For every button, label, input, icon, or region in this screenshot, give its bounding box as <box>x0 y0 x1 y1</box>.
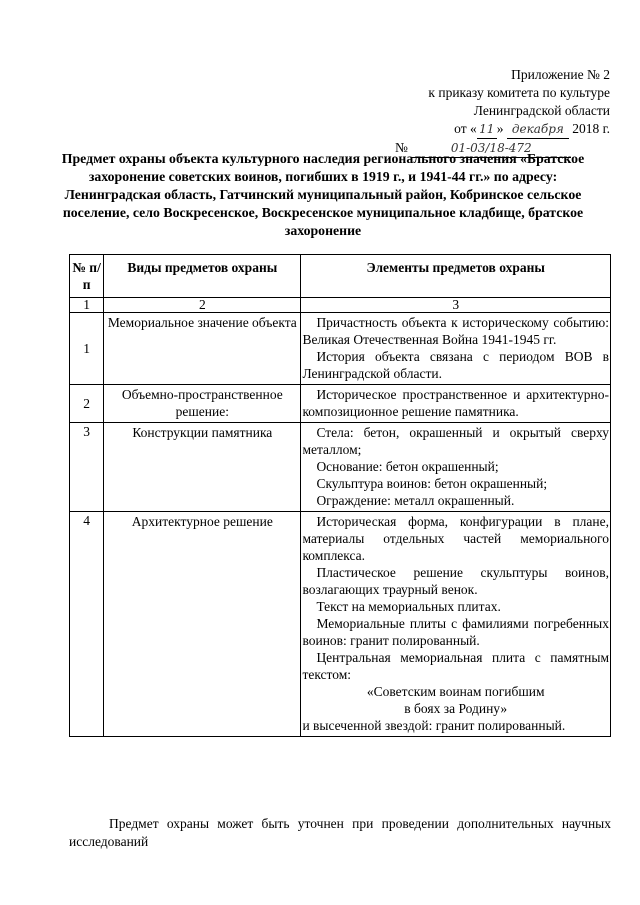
column-number-2: 2 <box>104 298 301 313</box>
appendix-order-line: к приказу комитета по культуре <box>428 85 610 100</box>
row-number: 3 <box>70 423 104 512</box>
appendix-region-line: Ленинградской области <box>473 103 610 118</box>
row-elements <box>301 313 611 385</box>
document-title: Предмет охраны объекта культурного наследия регионального значения «Братское захоронение советских воинов, погибших в 1919 г., и 1941-44 гг.» по адресу: Ленинградская область, Гатчинский муниципальный район, Кобринское сельское поселение, село Воскресенское, Воскресенское муниципальное кладбище, братское захоронение <box>61 151 585 238</box>
inscription-line: «Советским воинам погибшим <box>366 684 545 699</box>
element-text: Основание: бетон окрашенный; <box>316 459 499 474</box>
element-text: История объекта связана с периодом ВОВ в Ленинградской области. <box>302 349 609 381</box>
date-month: декабря <box>507 120 569 139</box>
element-text: Текст на мемориальных плитах. <box>316 599 501 614</box>
table-row <box>70 512 611 737</box>
table-header-row <box>70 255 611 298</box>
row-kind: Архитектурное решение <box>104 512 301 737</box>
column-number-3: 3 <box>301 298 611 313</box>
element-text: Историческое пространственное и архитектурно-композиционное решение памятника. <box>302 387 609 419</box>
element-text: и высеченной звездой: гранит полированный. <box>302 718 566 733</box>
header-number: № п/п <box>70 255 104 298</box>
row-number: 4 <box>70 512 104 737</box>
column-number-row <box>70 298 611 313</box>
element-text: Пластическое решение скульптуры воинов, возлагающих траурный венок. <box>302 565 609 597</box>
number-value: 01-03/18-472 <box>411 139 571 158</box>
order-date <box>395 120 610 139</box>
row-elements <box>301 385 611 423</box>
inscription-line: в боях за Родину» <box>404 701 508 716</box>
date-prefix: от « <box>454 121 477 136</box>
table-row <box>70 423 611 512</box>
footer-note: Предмет охраны может быть уточнен при проведении дополнительных научных исследований <box>69 816 611 849</box>
row-number: 2 <box>70 385 104 423</box>
header-elements: Элементы предметов охраны <box>301 255 611 298</box>
element-text: Историческая форма, конфигурации в плане, материалы отдельных частей мемориального комплекса. <box>302 514 609 563</box>
row-elements <box>301 423 611 512</box>
element-text: Причастность объекта к историческому событию: Великая Отечественная Война 1941-1945 гг. <box>302 315 609 347</box>
row-number: 1 <box>70 313 104 385</box>
element-text: Мемориальные плиты с фамилиями погребенных воинов: гранит полированный. <box>302 616 609 648</box>
date-mid: » <box>496 121 504 136</box>
number-prefix: № <box>395 140 408 155</box>
row-kind: Мемориальное значение объекта <box>104 313 301 385</box>
header-kind: Виды предметов охраны <box>104 255 301 298</box>
table-row <box>70 385 611 423</box>
element-text: Стела: бетон, окрашенный и окрытый сверху металлом; <box>302 425 609 457</box>
protection-table <box>69 254 611 737</box>
column-number-1: 1 <box>70 298 104 313</box>
appendix-number: Приложение № 2 <box>511 67 610 82</box>
element-text: Центральная мемориальная плита с памятным текстом: <box>302 650 609 682</box>
date-year: 2018 г. <box>572 121 610 136</box>
table-row <box>70 313 611 385</box>
appendix-header <box>395 66 610 158</box>
element-text: Скульптура воинов: бетон окрашенный; <box>316 476 548 491</box>
date-day: 11 <box>477 120 497 139</box>
row-kind: Конструкции памятника <box>104 423 301 512</box>
element-text: Ограждение: металл окрашенный. <box>316 493 515 508</box>
row-elements <box>301 512 611 737</box>
row-kind: Объемно-пространственное решение: <box>104 385 301 423</box>
